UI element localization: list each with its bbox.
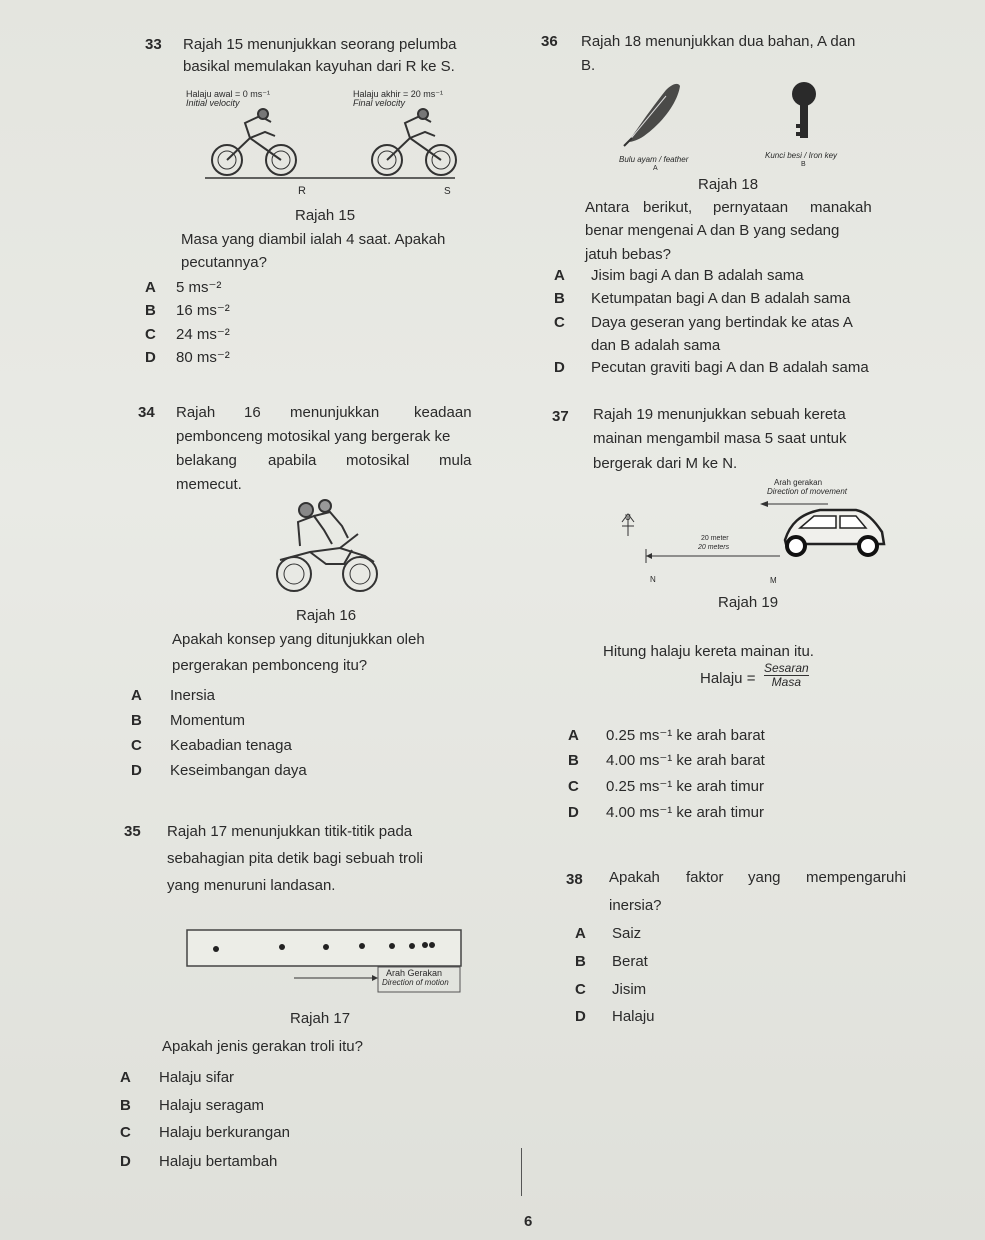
question-34-text-line2: pembonceng motosikal yang bergerak ke bbox=[176, 428, 451, 445]
question-33-text-line2: basikal memulakan kayuhan dari R ke S. bbox=[183, 58, 455, 75]
q34-option-a-text[interactable]: Inersia bbox=[170, 687, 216, 704]
question-38-text-line2: inersia? bbox=[609, 897, 662, 914]
q38-option-a-text[interactable]: Saiz bbox=[612, 925, 642, 942]
q38-option-d-text[interactable]: Halaju bbox=[612, 1008, 655, 1025]
question-37-number: 37 bbox=[552, 408, 569, 425]
q37-option-c-letter: C bbox=[568, 778, 579, 795]
figure-17-caption: Rajah 17 bbox=[290, 1010, 351, 1027]
q33-option-b-text[interactable]: 16 ms⁻² bbox=[176, 302, 230, 319]
initial-velocity-label: Halaju awal = 0 ms⁻¹ bbox=[186, 89, 271, 99]
question-34-word7: motosikal bbox=[346, 452, 410, 469]
material-a-letter: A bbox=[653, 165, 658, 172]
q35-option-b-letter: B bbox=[120, 1097, 131, 1114]
q35-option-a-letter: A bbox=[120, 1069, 131, 1086]
q38-option-b-text[interactable]: Berat bbox=[612, 953, 648, 970]
q33-option-a-text[interactable]: 5 ms⁻² bbox=[176, 279, 222, 296]
q36-option-c-text-line2[interactable]: dan B adalah sama bbox=[591, 337, 721, 354]
distance-label-en: 20 meters bbox=[698, 544, 730, 551]
column-divider bbox=[521, 1148, 522, 1196]
question-34-number: 34 bbox=[138, 404, 155, 421]
q35-option-c-letter: C bbox=[120, 1124, 131, 1141]
question-37-text-line3: bergerak dari M ke N. bbox=[593, 455, 738, 472]
question-36-ask-line2: benar mengenai A dan B yang sedang bbox=[585, 222, 840, 239]
question-36-ask-line3: jatuh bebas? bbox=[585, 246, 671, 263]
direction-of-motion-label-en: Direction of motion bbox=[382, 978, 449, 987]
feather-label: Bulu ayam / feather bbox=[619, 155, 689, 164]
question-34-word4: keadaan bbox=[414, 404, 472, 421]
figure-18-caption: Rajah 18 bbox=[698, 176, 759, 193]
q38-option-d-letter: D bbox=[575, 1008, 586, 1025]
q34-option-b-letter: B bbox=[131, 712, 142, 729]
q33-option-b-letter: B bbox=[145, 302, 156, 319]
q37-option-d-text[interactable]: 4.00 ms⁻¹ ke arah timur bbox=[606, 804, 764, 821]
iron-key-icon bbox=[786, 80, 826, 146]
q35-option-c-text[interactable]: Halaju berkurangan bbox=[159, 1124, 290, 1141]
q36-option-a-letter: A bbox=[554, 267, 565, 284]
question-35-text-line3: yang menuruni landasan. bbox=[167, 877, 336, 894]
final-velocity-label-en: Final velocity bbox=[353, 98, 406, 108]
question-37-ask: Hitung halaju kereta mainan itu. bbox=[603, 643, 814, 660]
q34-option-c-letter: C bbox=[131, 737, 142, 754]
q38-option-c-letter: C bbox=[575, 981, 586, 998]
feather-icon bbox=[622, 80, 682, 148]
q34-option-c-text[interactable]: Keabadian tenaga bbox=[170, 737, 292, 754]
direction-of-movement-label-en: Direction of movement bbox=[767, 487, 848, 496]
question-36-word3: pernyataan bbox=[713, 199, 789, 216]
q35-option-b-text[interactable]: Halaju seragam bbox=[159, 1097, 265, 1114]
q35-option-d-text[interactable]: Halaju bertambah bbox=[159, 1153, 278, 1170]
question-35-ask: Apakah jenis gerakan troli itu? bbox=[162, 1038, 363, 1055]
question-38-word3: yang bbox=[748, 869, 781, 886]
q33-option-d-letter: D bbox=[145, 349, 156, 366]
q36-option-d-text[interactable]: Pecutan graviti bagi A dan B adalah sama bbox=[591, 359, 869, 376]
distance-label: 20 meter bbox=[701, 535, 729, 542]
formula-denominator: Masa bbox=[771, 675, 802, 689]
question-33-text-line1: Rajah 15 menunjukkan seorang pelumba bbox=[183, 36, 457, 53]
figure-16-caption: Rajah 16 bbox=[296, 607, 357, 624]
q37-option-b-letter: B bbox=[568, 752, 579, 769]
question-33-ask-line1: Masa yang diambil ialah 4 saat. Apakah bbox=[181, 231, 446, 248]
q37-option-a-letter: A bbox=[568, 727, 579, 744]
q33-option-c-text[interactable]: 24 ms⁻² bbox=[176, 326, 230, 343]
q38-option-b-letter: B bbox=[575, 953, 586, 970]
question-38-word2: faktor bbox=[686, 869, 724, 886]
question-36-word4: manakah bbox=[810, 199, 872, 216]
q33-option-c-letter: C bbox=[145, 326, 156, 343]
point-s-label: S bbox=[444, 186, 451, 197]
q37-option-d-letter: D bbox=[568, 804, 579, 821]
q38-option-a-letter: A bbox=[575, 925, 586, 942]
question-34-word5: belakang bbox=[176, 452, 237, 469]
q36-option-a-text[interactable]: Jisim bagi A dan B adalah sama bbox=[591, 267, 804, 284]
q35-option-d-letter: D bbox=[120, 1153, 131, 1170]
figure-19-caption: Rajah 19 bbox=[718, 594, 779, 611]
question-34-word3: menunjukkan bbox=[290, 404, 380, 421]
iron-key-label: Kunci besi / Iron key bbox=[765, 151, 838, 160]
q37-option-c-text[interactable]: 0.25 ms⁻¹ ke arah timur bbox=[606, 778, 764, 795]
question-36-text-line1: Rajah 18 menunjukkan dua bahan, A dan bbox=[581, 33, 856, 50]
q34-option-d-text[interactable]: Keseimbangan daya bbox=[170, 762, 307, 779]
question-34-word8: mula bbox=[439, 452, 472, 469]
motorcycle-illustration bbox=[270, 500, 382, 596]
question-35-number: 35 bbox=[124, 823, 141, 840]
q36-option-c-text[interactable]: Daya geseran yang bertindak ke atas A bbox=[591, 314, 853, 331]
cyclist-illustration bbox=[205, 108, 465, 188]
point-n-label: N bbox=[650, 575, 656, 584]
question-35-text-line1: Rajah 17 menunjukkan titik-titik pada bbox=[167, 823, 413, 840]
point-r-label: R bbox=[298, 185, 306, 197]
north-label: U bbox=[625, 513, 631, 522]
question-36-word2: berikut, bbox=[643, 199, 693, 216]
page-number: 6 bbox=[524, 1213, 533, 1230]
question-36-number: 36 bbox=[541, 33, 558, 50]
material-b-letter: B bbox=[801, 161, 806, 168]
question-38-word1: Apakah bbox=[609, 869, 660, 886]
final-velocity-label: Halaju akhir = 20 ms⁻¹ bbox=[353, 89, 444, 99]
question-37-text-line1: Rajah 19 menunjukkan sebuah kereta bbox=[593, 406, 846, 423]
question-34-text-line4: memecut. bbox=[176, 476, 242, 493]
q33-option-d-text[interactable]: 80 ms⁻² bbox=[176, 349, 230, 366]
question-36-word1: Antara bbox=[585, 199, 630, 216]
question-34-word6: apabila bbox=[268, 452, 317, 469]
q35-option-a-text[interactable]: Halaju sifar bbox=[159, 1069, 235, 1086]
initial-velocity-label-en: Initial velocity bbox=[186, 98, 240, 108]
q34-option-b-text[interactable]: Momentum bbox=[170, 712, 246, 729]
q37-option-b-text[interactable]: 4.00 ms⁻¹ ke arah barat bbox=[606, 752, 765, 769]
question-37-text-line2: mainan mengambil masa 5 saat untuk bbox=[593, 430, 847, 447]
figure-15-caption: Rajah 15 bbox=[295, 207, 356, 224]
question-33-number: 33 bbox=[145, 36, 162, 53]
question-38-word4: mempengaruhi bbox=[806, 869, 907, 886]
question-34-word2: 16 bbox=[244, 404, 261, 421]
question-33-ask-line2: pecutannya? bbox=[181, 254, 267, 271]
question-35-text-line2: sebahagian pita detik bagi sebuah troli bbox=[167, 850, 424, 867]
q38-option-c-text[interactable]: Jisim bbox=[612, 981, 647, 998]
q36-option-d-letter: D bbox=[554, 359, 565, 376]
question-34-ask-line1: Apakah konsep yang ditunjukkan oleh bbox=[172, 631, 425, 648]
q36-option-c-letter: C bbox=[554, 314, 565, 331]
toy-car-diagram bbox=[600, 496, 890, 586]
question-34-ask-line2: pergerakan pembonceng itu? bbox=[172, 657, 368, 674]
velocity-formula-fraction bbox=[764, 662, 809, 689]
question-34-word1: Rajah bbox=[176, 404, 216, 421]
q37-option-a-text[interactable]: 0.25 ms⁻¹ ke arah barat bbox=[606, 727, 765, 744]
formula-numerator: Sesaran bbox=[764, 661, 809, 675]
point-m-label: M bbox=[770, 576, 777, 585]
question-38-number: 38 bbox=[566, 871, 583, 888]
question-36-text-line2: B. bbox=[581, 57, 596, 74]
formula-left: Halaju = bbox=[700, 670, 756, 687]
direction-of-motion-label: Arah Gerakan bbox=[386, 968, 443, 978]
direction-of-movement-label: Arah gerakan bbox=[774, 478, 823, 487]
q34-option-a-letter: A bbox=[131, 687, 142, 704]
q34-option-d-letter: D bbox=[131, 762, 142, 779]
q33-option-a-letter: A bbox=[145, 279, 156, 296]
q36-option-b-text[interactable]: Ketumpatan bagi A dan B adalah sama bbox=[591, 290, 851, 307]
q36-option-b-letter: B bbox=[554, 290, 565, 307]
